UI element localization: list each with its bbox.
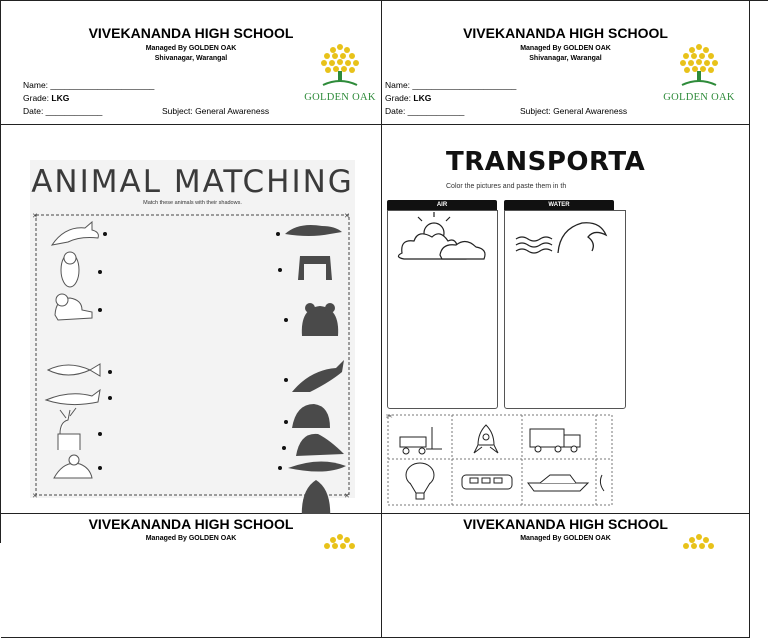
seal-shadow-2-icon	[296, 434, 344, 456]
school-location: Shivanagar, Warangal	[154, 55, 228, 62]
animal-matching-illustration	[30, 160, 355, 498]
oak-tree-icon	[658, 41, 740, 91]
rocket-icon	[474, 425, 498, 453]
grade-value: LKG	[413, 93, 432, 103]
golden-oak-logo	[658, 531, 740, 593]
hot-air-balloon-icon	[406, 463, 434, 499]
svg-text:✕: ✕	[32, 212, 38, 220]
animal-matching-title: ANIMAL MATCHING	[31, 164, 354, 200]
oak-tree-icon	[299, 41, 381, 91]
transportation-title: TRANSPORTA	[446, 147, 646, 177]
svg-text:✕: ✕	[344, 212, 350, 220]
waves-icon	[516, 223, 606, 253]
logo-text: GOLDEN OAK	[663, 92, 735, 103]
golden-oak-logo	[299, 41, 381, 103]
air-column-header: AIR	[387, 200, 497, 210]
school-name: VIVEKANANDA HIGH SCHOOL	[463, 516, 668, 532]
worksheet-cell-animal-matching	[1, 125, 382, 514]
date-field: Date: ____________	[385, 106, 465, 116]
transportation-illustration	[382, 125, 611, 514]
transportation-subtitle: Color the pictures and paste them in th	[446, 183, 567, 190]
whale-shadow-icon	[288, 461, 346, 471]
svg-text:✕: ✕	[32, 492, 38, 500]
animal-matching-worksheet	[30, 160, 355, 498]
oak-tree-icon	[658, 531, 740, 551]
truck-icon	[530, 429, 580, 452]
sun-cloud-icon	[398, 212, 485, 259]
golden-oak-logo	[658, 41, 740, 103]
fish-outline-icon	[48, 364, 100, 376]
school-name: VIVEKANANDA HIGH SCHOOL	[88, 516, 294, 532]
header-cell-top-left	[1, 1, 382, 125]
grade-field	[23, 93, 69, 103]
name-field: Name: ______________________	[385, 80, 517, 90]
managed-by: Managed By GOLDEN OAK	[520, 45, 611, 52]
grade-label: Grade:	[23, 93, 49, 103]
dolphin-shadow-icon	[292, 360, 344, 392]
header-cell-top-right	[382, 1, 750, 125]
partial-vehicle-icon	[600, 475, 604, 491]
oak-tree-icon	[299, 531, 381, 551]
managed-by: Managed By GOLDEN OAK	[520, 535, 611, 542]
logo-text: GOLDEN OAK	[304, 92, 376, 103]
svg-text:✂: ✂	[386, 412, 393, 421]
reindeer-shadow-icon	[298, 242, 342, 280]
penguin-shadow-icon	[292, 404, 330, 428]
school-name: VIVEKANANDA HIGH SCHOOL	[88, 25, 294, 41]
name-field: Name: ______________________	[23, 80, 155, 90]
svg-text:✕: ✕	[344, 492, 350, 500]
seal-outline-icon	[54, 463, 92, 478]
ship-icon	[528, 475, 588, 491]
forklift-icon	[400, 427, 442, 454]
worksheet-cell-transportation	[382, 125, 750, 514]
header-cell-bottom-left	[1, 514, 382, 638]
whale-outline-icon	[46, 390, 100, 405]
animal-matching-subtitle: Match these animals with their shadows.	[143, 200, 242, 206]
train-icon	[462, 475, 512, 489]
reindeer-outline-icon	[58, 408, 80, 450]
grade-value: LKG	[51, 93, 70, 103]
seal-shadow-icon	[285, 225, 342, 236]
subject-field: Subject: General Awareness	[520, 106, 628, 116]
school-name: VIVEKANANDA HIGH SCHOOL	[463, 25, 668, 41]
grade-label: Grade:	[385, 93, 411, 103]
transportation-worksheet	[382, 125, 646, 514]
subject-field: Subject: General Awareness	[162, 106, 270, 116]
header-cell-bottom-right	[382, 514, 750, 638]
school-location: Shivanagar, Warangal	[529, 55, 602, 62]
dolphin-outline-icon	[52, 222, 98, 245]
date-field: Date: ____________	[23, 106, 103, 116]
managed-by: Managed By GOLDEN OAK	[145, 45, 237, 52]
golden-oak-logo	[299, 531, 381, 593]
water-column-header: WATER	[504, 200, 614, 210]
grade-field	[385, 93, 431, 103]
managed-by: Managed By GOLDEN OAK	[145, 535, 237, 542]
